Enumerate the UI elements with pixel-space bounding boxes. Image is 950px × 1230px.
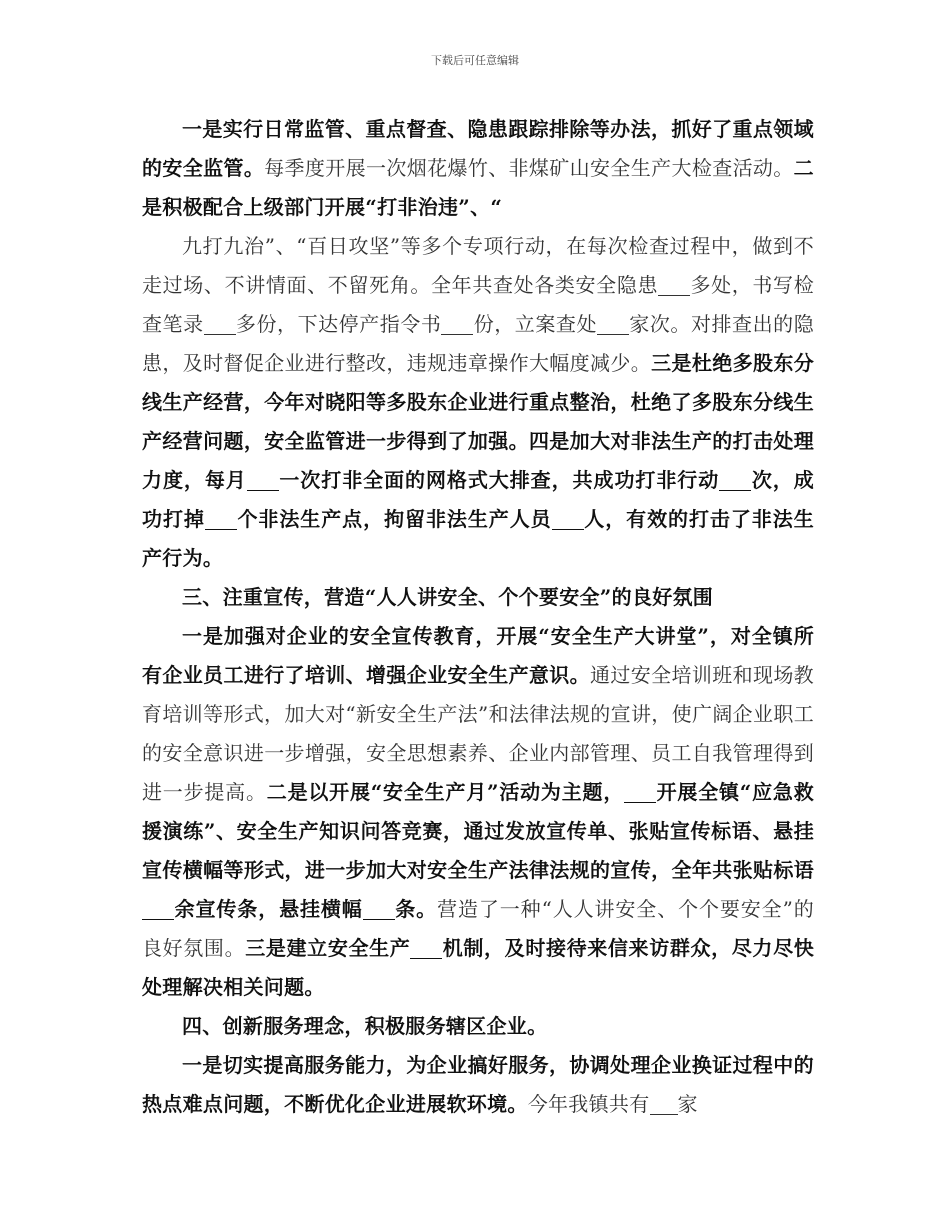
normal-text: 营造了一种“人人讲安全、个个要安全”的良好氛围。 — [142, 897, 815, 960]
bold-text: 三是杜绝多股东分线生产经营，今年对晓阳等多股东企业进行重点整治，杜绝了多股东分线生产经营问题，安全监管进一步得到了加强。四是加大对非法生产的打击处理力度，每月 — [142, 351, 814, 492]
paragraph-3 — [142, 617, 814, 1007]
fill-blank — [205, 509, 237, 530]
fill-blank — [363, 899, 395, 920]
normal-text: 今年我镇共有 — [527, 1092, 650, 1116]
paragraph-1 — [142, 110, 814, 227]
bold-text: 三是建立安全生产 — [245, 936, 411, 960]
bold-text: 一是实行日常监管、重点督查、隐患跟踪排除等办法，抓好了重点领域的安全监管。 — [142, 117, 814, 180]
document-body — [142, 110, 814, 1124]
section-heading-3: 三、注重宣传，营造“人人讲安全、个个要安全”的良好氛围 — [182, 585, 714, 609]
fill-blank — [650, 1094, 678, 1115]
bold-text: 个非法生产点，拘留非法生产人员 — [236, 507, 552, 531]
bold-text: 一是切实提高服务能力，为企业搞好服务，协调处理企业换证过程中的热点难点问题，不断优化企业进展软环境。 — [142, 1053, 814, 1116]
paragraph-2 — [142, 227, 814, 578]
bold-text: 二是积极配合上级部门开展“打非治违”、“ — [142, 156, 814, 219]
bold-text: 条。 — [394, 897, 438, 921]
fill-blank — [441, 314, 473, 335]
fill-blank — [204, 314, 236, 335]
fill-blank — [247, 470, 279, 491]
fill-blank — [410, 938, 442, 959]
fill-blank — [142, 899, 174, 920]
fill-blank — [552, 509, 584, 530]
bold-text: 机制，及时接待来信来访群众，尽力尽快处理解决相关问题。 — [142, 936, 815, 999]
normal-text: 多处，书写检查笔录 — [142, 273, 814, 336]
normal-text: 通过安全培训班和现场教育培训等形式，加大对“新安全生产法”和法律法规的宣讲，使广阔企业职工的安全意识进一步增强，安全思想素养、企业内部管理、员工自我管理得到进一步提高。 — [142, 663, 814, 804]
bold-text: 余宣传条，悬挂横幅 — [174, 897, 363, 921]
bold-text: 一是加强对企业的安全宣传教育，开展“安全生产大讲堂”，对全镇所有企业员工进行了培训、增强企业安全生产意识。 — [142, 624, 814, 687]
normal-text: 多份，下达停产指令书 — [235, 312, 442, 336]
fill-blank — [624, 782, 656, 803]
bold-text: 人，有效的打击了非法生产行为。 — [142, 507, 814, 570]
bold-text: 开展全镇“应急救援演练”、安全生产知识问答竞赛，通过发放宣传单、张贴宣传标语、悬挂宣传横幅等形式，进一步加大对安全生产法律法规的宣传，全年共张贴标语 — [142, 780, 814, 882]
normal-text: 家 — [677, 1092, 698, 1116]
normal-text: 家次。对排查出的隐患，及时督促企业进行整改，违规违章操作大幅度减少。 — [142, 312, 815, 375]
normal-text: 每季度开展一次烟花爆竹、非煤矿山安全生产大检查活动。 — [264, 156, 794, 180]
bold-text: 二是以开展“安全生产月”活动为主题， — [266, 780, 625, 804]
page-header: 下载后可任意编辑 — [431, 54, 519, 67]
bold-text: 次，成功打掉 — [142, 468, 815, 531]
fill-blank — [597, 314, 629, 335]
normal-text: 九打九治”、“百日攻坚”等多个专项行动，在每次检查过程中，做到不走过场、不讲情面、不留死角。全年共查处各类安全隐患 — [142, 234, 814, 297]
fill-blank — [719, 470, 751, 491]
normal-text: 份，立案查处 — [473, 312, 598, 336]
paragraph-4 — [142, 1046, 814, 1124]
section-heading-4: 四、创新服务理念，积极服务辖区企业。 — [182, 1014, 548, 1038]
fill-blank — [658, 275, 690, 296]
bold-text: 一次打非全面的网格式大排查，共成功打非行动 — [278, 468, 720, 492]
